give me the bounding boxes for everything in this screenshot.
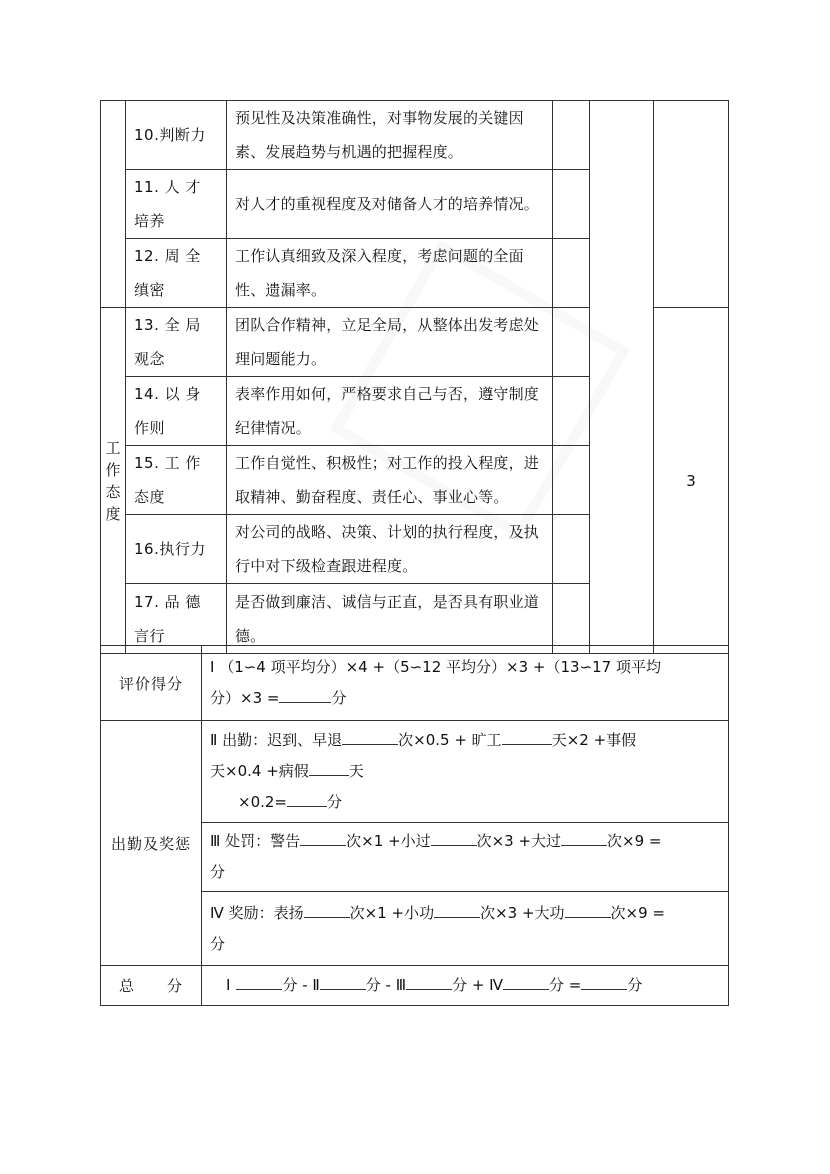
formula-text: 分 - Ⅱ [282, 976, 320, 994]
formula-line: 分 [210, 863, 226, 881]
table-row [101, 101, 729, 170]
criterion-description: 是否做到廉洁、诚信与正直，是否具有职业道德。 [227, 584, 553, 654]
score-input-cell[interactable] [553, 308, 590, 377]
score-input-cell[interactable] [553, 101, 590, 170]
criterion-description: 对公司的战略、决策、计划的执行程度，及执行中对下级检查跟进程度。 [227, 515, 553, 584]
attendance-score-blank[interactable] [287, 790, 327, 807]
attendance-label: 出勤及奖惩 [101, 721, 202, 966]
evaluation-total-blank[interactable] [279, 686, 331, 703]
category-char: 作 [105, 460, 121, 479]
formula-text: 次×3 +大功 [480, 903, 565, 922]
penalty-formula [202, 823, 729, 892]
criterion-description: 团队合作精神，立足全局，从整体出发考虑处理问题能力。 [227, 308, 553, 377]
total-part1-blank[interactable] [236, 973, 282, 990]
formula-text: Ⅱ 出勤：迟到、早退 [210, 731, 343, 749]
total-part2-blank[interactable] [320, 973, 366, 990]
score-input-cell[interactable] [553, 446, 590, 515]
late-count-blank[interactable] [342, 728, 398, 745]
weight-cell-top [654, 101, 729, 308]
score-input-cell[interactable] [553, 584, 590, 654]
formula-text: 次×9 = [607, 832, 662, 850]
formula-text: 次×1 +小过 [346, 832, 431, 850]
formula-text: 次×1 +小功 [349, 903, 435, 922]
criterion-description: 预见性及决策准确性，对事物发展的关键因素、发展趋势与机遇的把握程度。 [227, 101, 553, 170]
criterion-name: 11. 人 才 培养 [126, 170, 227, 239]
major-merit-blank[interactable] [565, 901, 611, 918]
criterion-name: 16.执行力 [126, 515, 227, 584]
unit-text: 分 [331, 689, 347, 707]
criterion-name: 14. 以 身 作则 [126, 377, 227, 446]
formula-text: 次×9 = [610, 903, 665, 922]
criterion-description: 表率作用如何，严格要求自己与否，遵守制度纪律情况。 [227, 377, 553, 446]
formula-text: 天 [348, 762, 364, 780]
score-input-cell[interactable] [590, 101, 654, 654]
total-label: 总 分 [101, 966, 202, 1006]
total-part3-blank[interactable] [406, 973, 452, 990]
attendance-row [101, 721, 729, 823]
category-char: 度 [105, 504, 121, 523]
minor-merit-blank[interactable] [434, 901, 480, 918]
unit-text: 分 [327, 793, 343, 811]
evaluation-criteria-table [100, 100, 729, 654]
category-cell-top [101, 101, 126, 308]
criterion-name: 17. 品 德 言行 [126, 584, 227, 654]
unit-text: 分 [627, 976, 643, 994]
major-demerit-blank[interactable] [561, 829, 607, 846]
formula-text: 分 + Ⅳ [452, 976, 504, 994]
formula-line: Ⅰ （1∽4 项平均分）×4 +（5∽12 平均分）×3 +（13∽17 项平均 [210, 658, 661, 676]
grand-total-blank[interactable] [581, 973, 627, 990]
evaluation-score-row [101, 646, 729, 721]
formula-line [210, 787, 720, 818]
category-label [101, 308, 126, 654]
formula-text: 次×0.5 + 旷工 [398, 731, 502, 749]
formula-text: ×0.2= [238, 793, 287, 811]
score-input-cell[interactable] [553, 170, 590, 239]
formula-line [210, 898, 720, 929]
criterion-name: 12. 周 全 缜密 [126, 239, 227, 308]
formula-text: 天×2 +事假 [551, 731, 637, 749]
formula-line [210, 826, 720, 857]
attendance-formula [202, 721, 729, 823]
formula-text: 分 = [549, 976, 582, 994]
formula-line: 分 [210, 934, 226, 953]
criterion-description: 工作认真细致及深入程度，考虑问题的全面性、遗漏率。 [227, 239, 553, 308]
minor-demerit-blank[interactable] [431, 829, 477, 846]
evaluation-formula [202, 646, 729, 721]
warning-count-blank[interactable] [300, 829, 346, 846]
criterion-name: 15. 工 作 态度 [126, 446, 227, 515]
criterion-description: 对人才的重视程度及对储备人才的培养情况。 [227, 170, 553, 239]
formula-text: 分 - Ⅲ [365, 976, 407, 994]
category-char: 态 [105, 482, 121, 501]
sick-days-blank[interactable] [309, 759, 349, 776]
formula-text: Ⅲ 处罚：警告 [210, 832, 301, 850]
total-row [101, 966, 729, 1006]
total-part4-blank[interactable] [503, 973, 549, 990]
formula-line [210, 683, 720, 714]
scoring-summary-table [100, 645, 729, 1006]
formula-text: 次×3 +大过 [476, 832, 562, 850]
formula-text: Ⅰ [226, 976, 231, 994]
formula-line [210, 725, 720, 756]
formula-text: 分）×3 = [210, 689, 280, 707]
category-char: 工 [105, 438, 121, 457]
reward-formula [202, 892, 729, 966]
evaluation-score-label: 评价得分 [101, 646, 202, 721]
score-input-cell[interactable] [553, 239, 590, 308]
absent-days-blank[interactable] [502, 728, 552, 745]
criterion-name: 10.判断力 [126, 101, 227, 170]
weight-value: 3 [654, 308, 729, 654]
score-input-cell[interactable] [553, 377, 590, 446]
praise-count-blank[interactable] [304, 901, 350, 918]
score-input-cell[interactable] [553, 515, 590, 584]
formula-text: Ⅳ 奖励：表扬 [210, 903, 304, 922]
criterion-name: 13. 全 局 观念 [126, 308, 227, 377]
total-formula [202, 966, 729, 1006]
criterion-description: 工作自觉性、积极性；对工作的投入程度，进取精神、勤奋程度、责任心、事业心等。 [227, 446, 553, 515]
formula-text: 天×0.4 +病假 [210, 762, 309, 780]
formula-line [210, 756, 720, 787]
